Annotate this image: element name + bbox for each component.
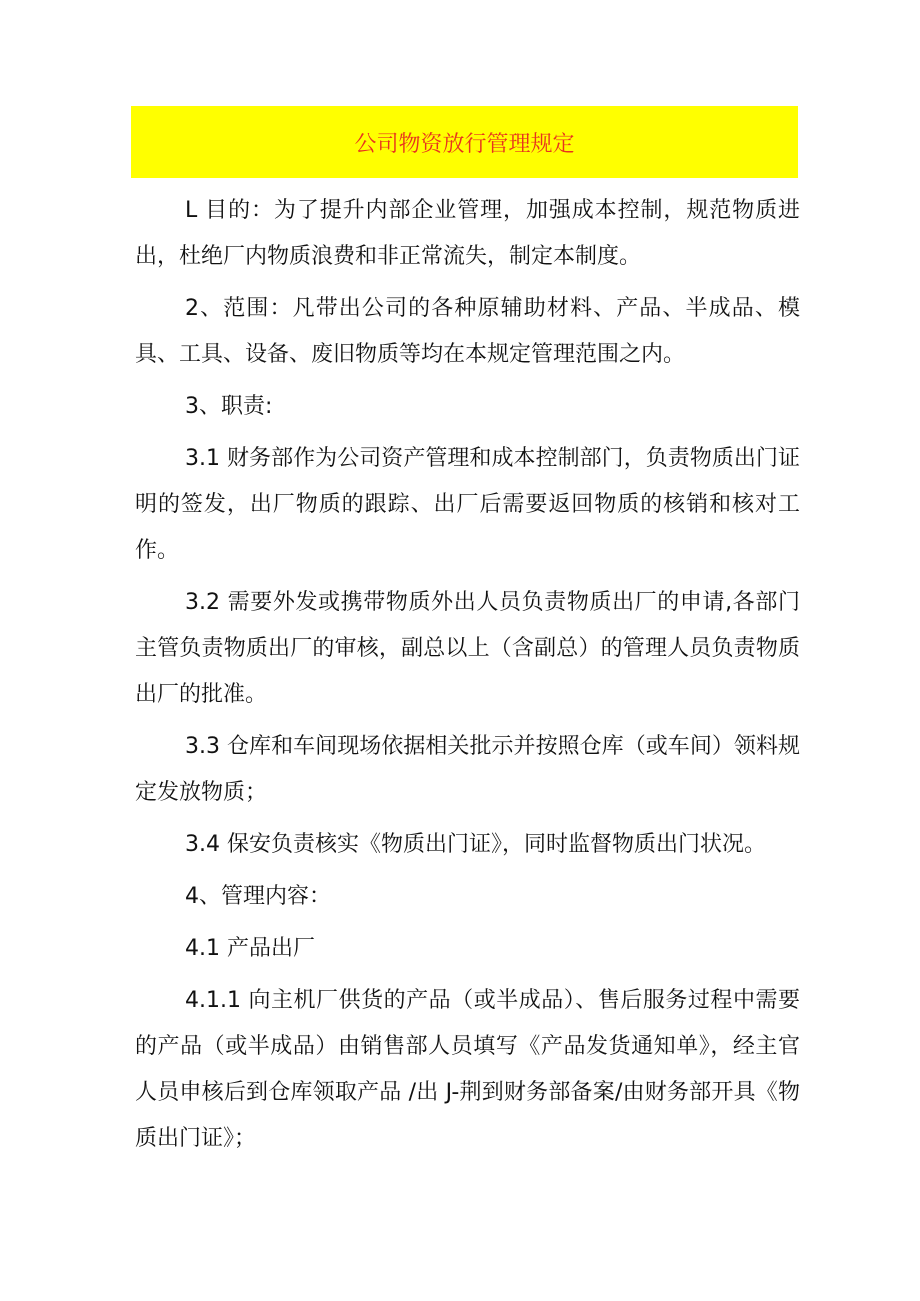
paragraph-3-4: 3.4 保安负责核实《物质出门证》，同时监督物质出门状况。 <box>185 832 766 857</box>
paragraph-scope: 2、范围：凡带出公司的各种原辅助材料、产品、半成品、模具、工具、设备、废旧物质等均在本规定管理范围之内。 <box>135 296 800 367</box>
paragraph-4-1-1: 4.1.1 向主机厂供货的产品（或半成品）、售后服务过程中需要的产品（或半成品）由销售部人员填写《产品发货通知单》，经主官人员申核后到仓库领取产品 /出 J-荆到财务部备案/由财务部开具《物质出门证》； <box>135 988 800 1151</box>
paragraph-3-2: 3.2 需要外发或携带物质外出人员负责物质出厂的申请,各部门主管负责物质出厂的审核，副总以上（含副总）的管理人员负责物质出厂的批准。 <box>135 590 800 707</box>
paragraph-4-1: 4.1 产品出厂 <box>185 936 315 961</box>
paragraph-responsibilities-heading: 3、职责: <box>185 394 273 419</box>
title-banner <box>131 106 798 178</box>
paragraph-3-1: 3.1 财务部作为公司资产管理和成本控制部门，负责物质出门证明的签发，出厂物质的跟踪、出厂后需要返回物质的核销和核对工作。 <box>135 446 800 563</box>
document-body <box>135 188 800 1168</box>
paragraph-management-heading: 4、管理内容： <box>185 884 331 909</box>
paragraph-purpose: L 目的：为了提升内部企业管理，加强成本控制，规范物质进出，杜绝厂内物质浪费和非正常流失，制定本制度。 <box>135 198 800 269</box>
document-title: 公司物资放行管理规定 <box>354 131 575 157</box>
paragraph-3-3: 3.3 仓库和车间现场依据相关批示并按照仓库（或车间）领料规定发放物质； <box>135 734 800 805</box>
